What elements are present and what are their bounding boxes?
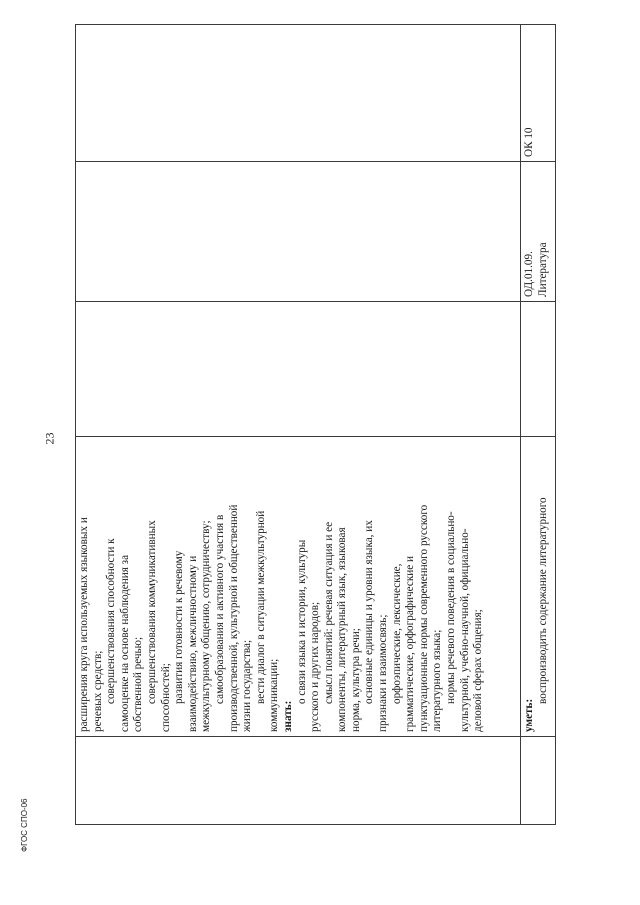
text-line: деловой сферах общения; [472,609,485,732]
text-line: основные единицы и уровни языка, их [363,520,376,704]
text-line: уметь: [523,698,535,732]
text-line: знать: [281,700,294,732]
text-line: признаки и взаимосвязь; [377,614,390,732]
text-line: культурной, учебно-научной, официально- [458,528,471,732]
text-line: взаимодействию, межличностному и [186,555,199,732]
next-row-text [521,437,552,736]
text-line: смысл понятий: речевая ситуация и ее [322,521,335,704]
text-line: совершенствования коммуникативных [145,520,158,704]
text-line: воспроизводить содержание литературного [536,497,549,704]
text-line: самооценке на основе наблюдения за [118,554,131,732]
text-line: производственной, культурной и общественной [227,504,240,732]
rotated-page [75,25,555,825]
text-line: способностей; [159,663,172,732]
footer-code: ФГОС СПО-06 [20,798,29,852]
discipline-code: ОД.01.09. [523,251,535,297]
text-line: о связи языка и истории, культуры [295,539,308,704]
text-line: собственной речью; [132,636,145,732]
table-row [521,25,556,825]
content-text [76,437,488,736]
text-line: жизни государства; [241,639,254,732]
text-line: компоненты, литературный язык, языковая [336,527,349,732]
text-line: межкультурному общению, сотрудничеству; [200,520,213,732]
text-line: норма, культура речи; [349,628,362,732]
competence-cell [521,25,556,162]
discipline-cell [521,162,556,302]
text-line: коммуникации; [268,658,281,732]
text-line: совершенствования способности к [105,538,118,704]
text-line: расширения круга используемых языковых и [78,517,90,732]
empty-cell [76,302,521,437]
text-line: русского и других народов; [309,601,322,732]
table-row [76,25,521,825]
discipline-name: Литература [536,242,549,297]
page-number: 23 [42,432,57,445]
text-line: вести диалог в ситуации межкультурной [254,510,267,704]
empty-cell [76,162,521,302]
standards-table [75,24,556,825]
index-cell [76,737,521,825]
text-line: самообразования и активного участия в [213,514,226,704]
text-line: грамматические, орфографические и [404,555,417,732]
text-line: пунктуационные нормы современного русского [417,504,430,732]
text-line: орфоэпические, лексические, [390,563,403,704]
competence-code: ОК 10 [523,127,535,157]
empty-cell [76,25,521,162]
text-line: развития готовности к речевому [173,550,186,704]
text-line: нормы речевого поведения в социально- [445,511,458,704]
index-cell [521,737,556,825]
text-line: литературного языка; [431,629,444,732]
text-line: речевых средств; [91,650,104,732]
empty-cell [521,302,556,437]
content-cell [521,437,556,737]
content-cell [76,437,521,737]
